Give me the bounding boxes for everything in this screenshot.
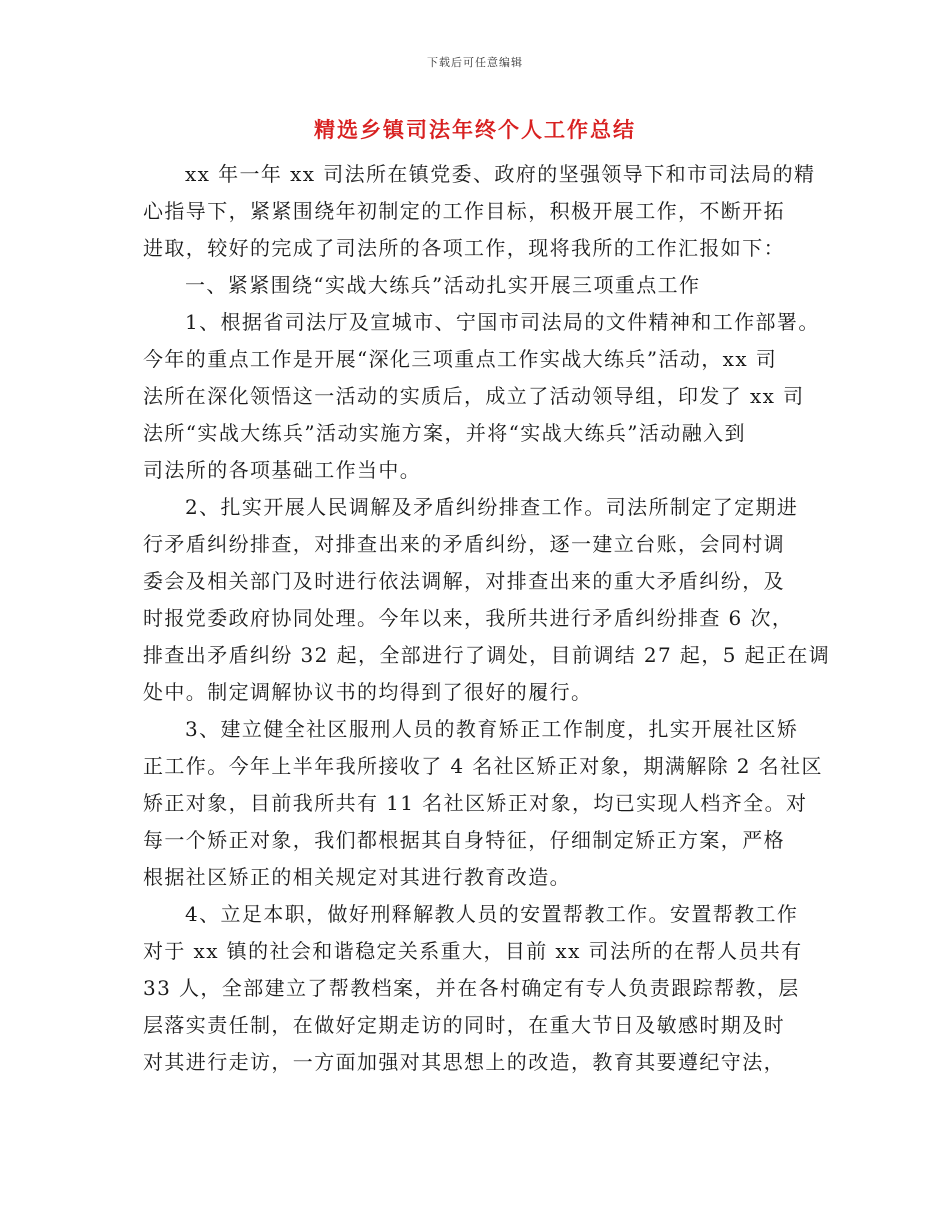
body-line: 司法所的各项基础工作当中。 bbox=[143, 458, 422, 482]
body-line: 处中。制定调解协议书的均得到了很好的履行。 bbox=[143, 680, 593, 704]
body-line: 矫正对象，目前我所共有 11 名社区矫正对象，均已实现人档齐全。对 bbox=[143, 791, 808, 815]
body-line: 法所“实战大练兵”活动实施方案，并将“实战大练兵”活动融入到 bbox=[143, 421, 746, 445]
body-line: 今年的重点工作是开展“深化三项重点工作实战大练兵”活动，xx 司 bbox=[143, 347, 778, 371]
body-line: 心指导下，紧紧围绕年初制定的工作目标，积极开展工作，不断开拓 bbox=[143, 199, 785, 223]
body-line: 对于 xx 镇的社会和谐稳定关系重大，目前 xx 司法所的在帮人员共有 bbox=[143, 939, 803, 963]
body-line: 1、根据省司法厅及宣城市、宁国市司法局的文件精神和工作部署。 bbox=[185, 310, 820, 334]
body-line: 对其进行走访，一方面加强对其思想上的改造，教育其要遵纪守法， bbox=[143, 1050, 785, 1074]
document-body bbox=[143, 156, 831, 1081]
body-line: 每一个矫正对象，我们都根据其自身特征，仔细制定矫正方案，严格 bbox=[143, 828, 785, 852]
body-line: 排查出矛盾纠纷 32 起，全部进行了调处，目前调结 27 起，5 起正在调 bbox=[143, 643, 831, 667]
body-line: 正工作。今年上半年我所接收了 4 名社区矫正对象，期满解除 2 名社区 bbox=[143, 754, 823, 778]
body-line: 4、立足本职，做好刑释解教人员的安置帮教工作。安置帮教工作 bbox=[185, 902, 799, 926]
download-note: 下载后可任意编辑 bbox=[427, 56, 523, 69]
body-line: 层落实责任制，在做好定期走访的同时，在重大节日及敏感时期及时 bbox=[143, 1013, 785, 1037]
body-line: 33 人，全部建立了帮教档案，并在各村确定有专人负责跟踪帮教，层 bbox=[143, 976, 800, 1000]
body-line: 进取，较好的完成了司法所的各项工作，现将我所的工作汇报如下： bbox=[143, 236, 785, 260]
body-line: xx 年一年 xx 司法所在镇党委、政府的坚强领导下和市司法局的精 bbox=[185, 162, 816, 186]
body-line: 行矛盾纠纷排查，对排查出来的矛盾纠纷，逐一建立台账，会同村调 bbox=[143, 532, 785, 556]
body-line: 委会及相关部门及时进行依法调解，对排查出来的重大矛盾纠纷，及 bbox=[143, 569, 785, 593]
body-line: 3、建立健全社区服刑人员的教育矫正工作制度，扎实开展社区矫 bbox=[185, 717, 799, 741]
body-line: 一、紧紧围绕“实战大练兵”活动扎实开展三项重点工作 bbox=[185, 273, 701, 297]
body-line: 时报党委政府协同处理。今年以来，我所共进行矛盾纠纷排查 6 次， bbox=[143, 606, 794, 630]
body-line: 根据社区矫正的相关规定对其进行教育改造。 bbox=[143, 865, 571, 889]
document-title: 精选乡镇司法年终个人工作总结 bbox=[314, 118, 636, 142]
body-line: 法所在深化领悟这一活动的实质后，成立了活动领导组，印发了 xx 司 bbox=[143, 384, 805, 408]
body-line: 2、扎实开展人民调解及矛盾纠纷排查工作。司法所制定了定期进 bbox=[185, 495, 799, 519]
